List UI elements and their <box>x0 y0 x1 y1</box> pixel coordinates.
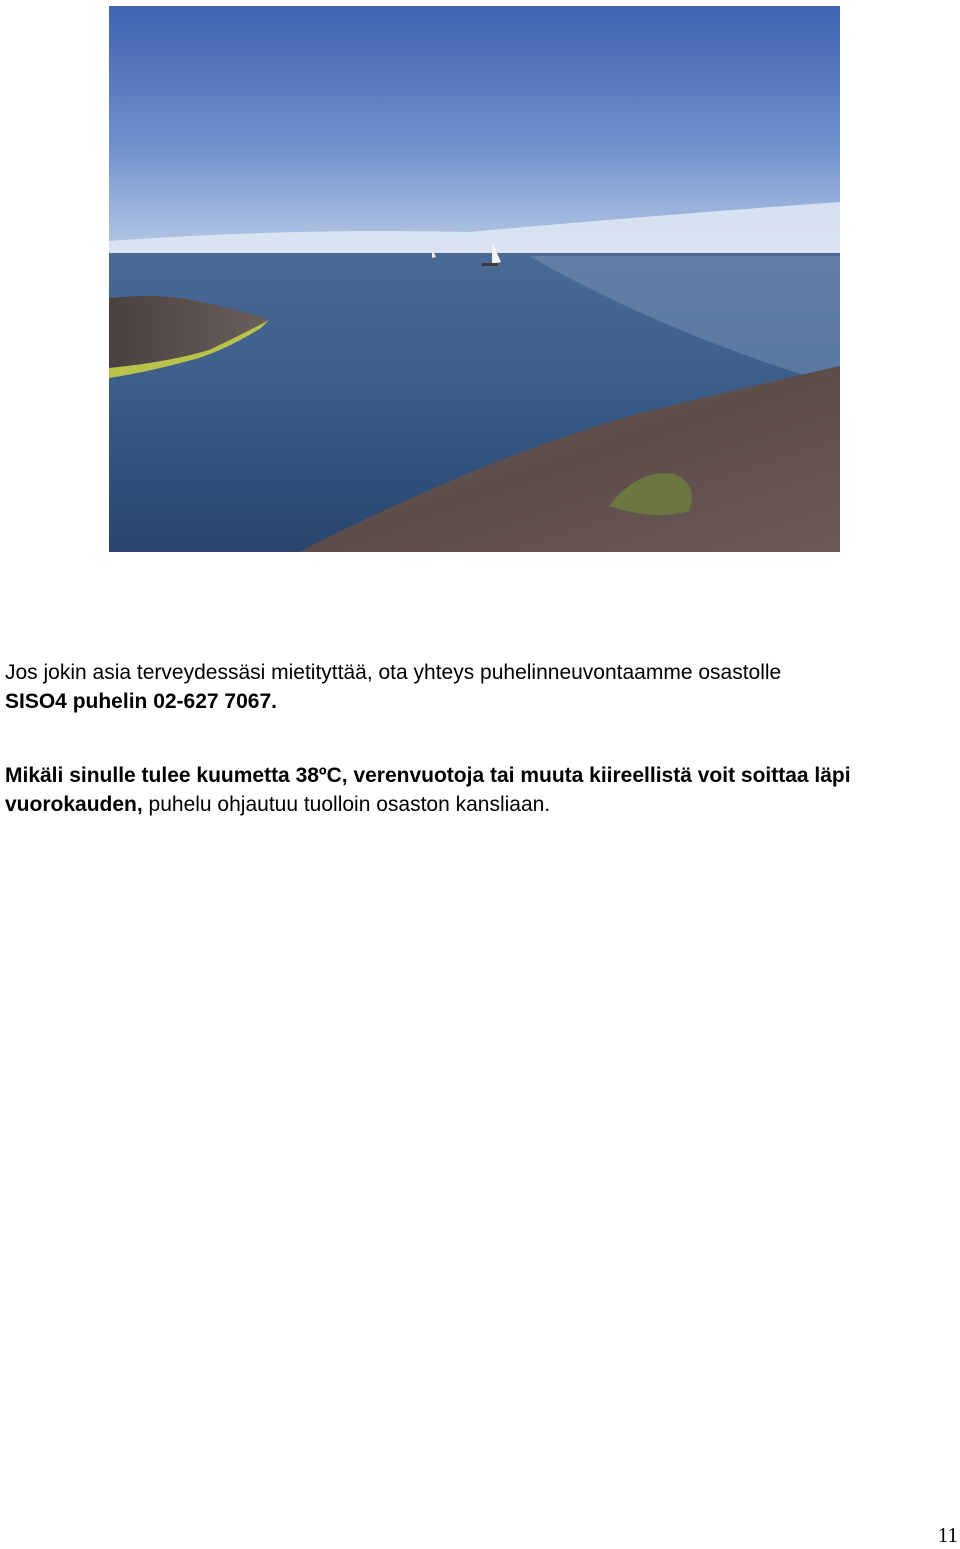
emergency-text-normal: puhelu ohjautuu tuolloin osaston kansliaan. <box>142 793 551 816</box>
seascape-photo <box>109 6 840 552</box>
seascape-illustration <box>109 6 840 552</box>
page-number: 11 <box>937 1523 958 1547</box>
emergency-text-bold: Mikäli sinulle tulee kuumetta 38ºC, verenvuotoja tai muuta kiireellistä voit soittaa läpi vuorokauden, <box>5 764 851 816</box>
emergency-paragraph <box>5 761 955 819</box>
sailboat-hull <box>482 263 498 266</box>
contact-text: Jos jokin asia terveydessäsi mietityttää, ota yhteys puhelinneuvontaamme osastolle <box>5 661 782 684</box>
contact-phone: SISO4 puhelin 02-627 7067. <box>5 690 277 713</box>
contact-paragraph <box>5 658 955 716</box>
